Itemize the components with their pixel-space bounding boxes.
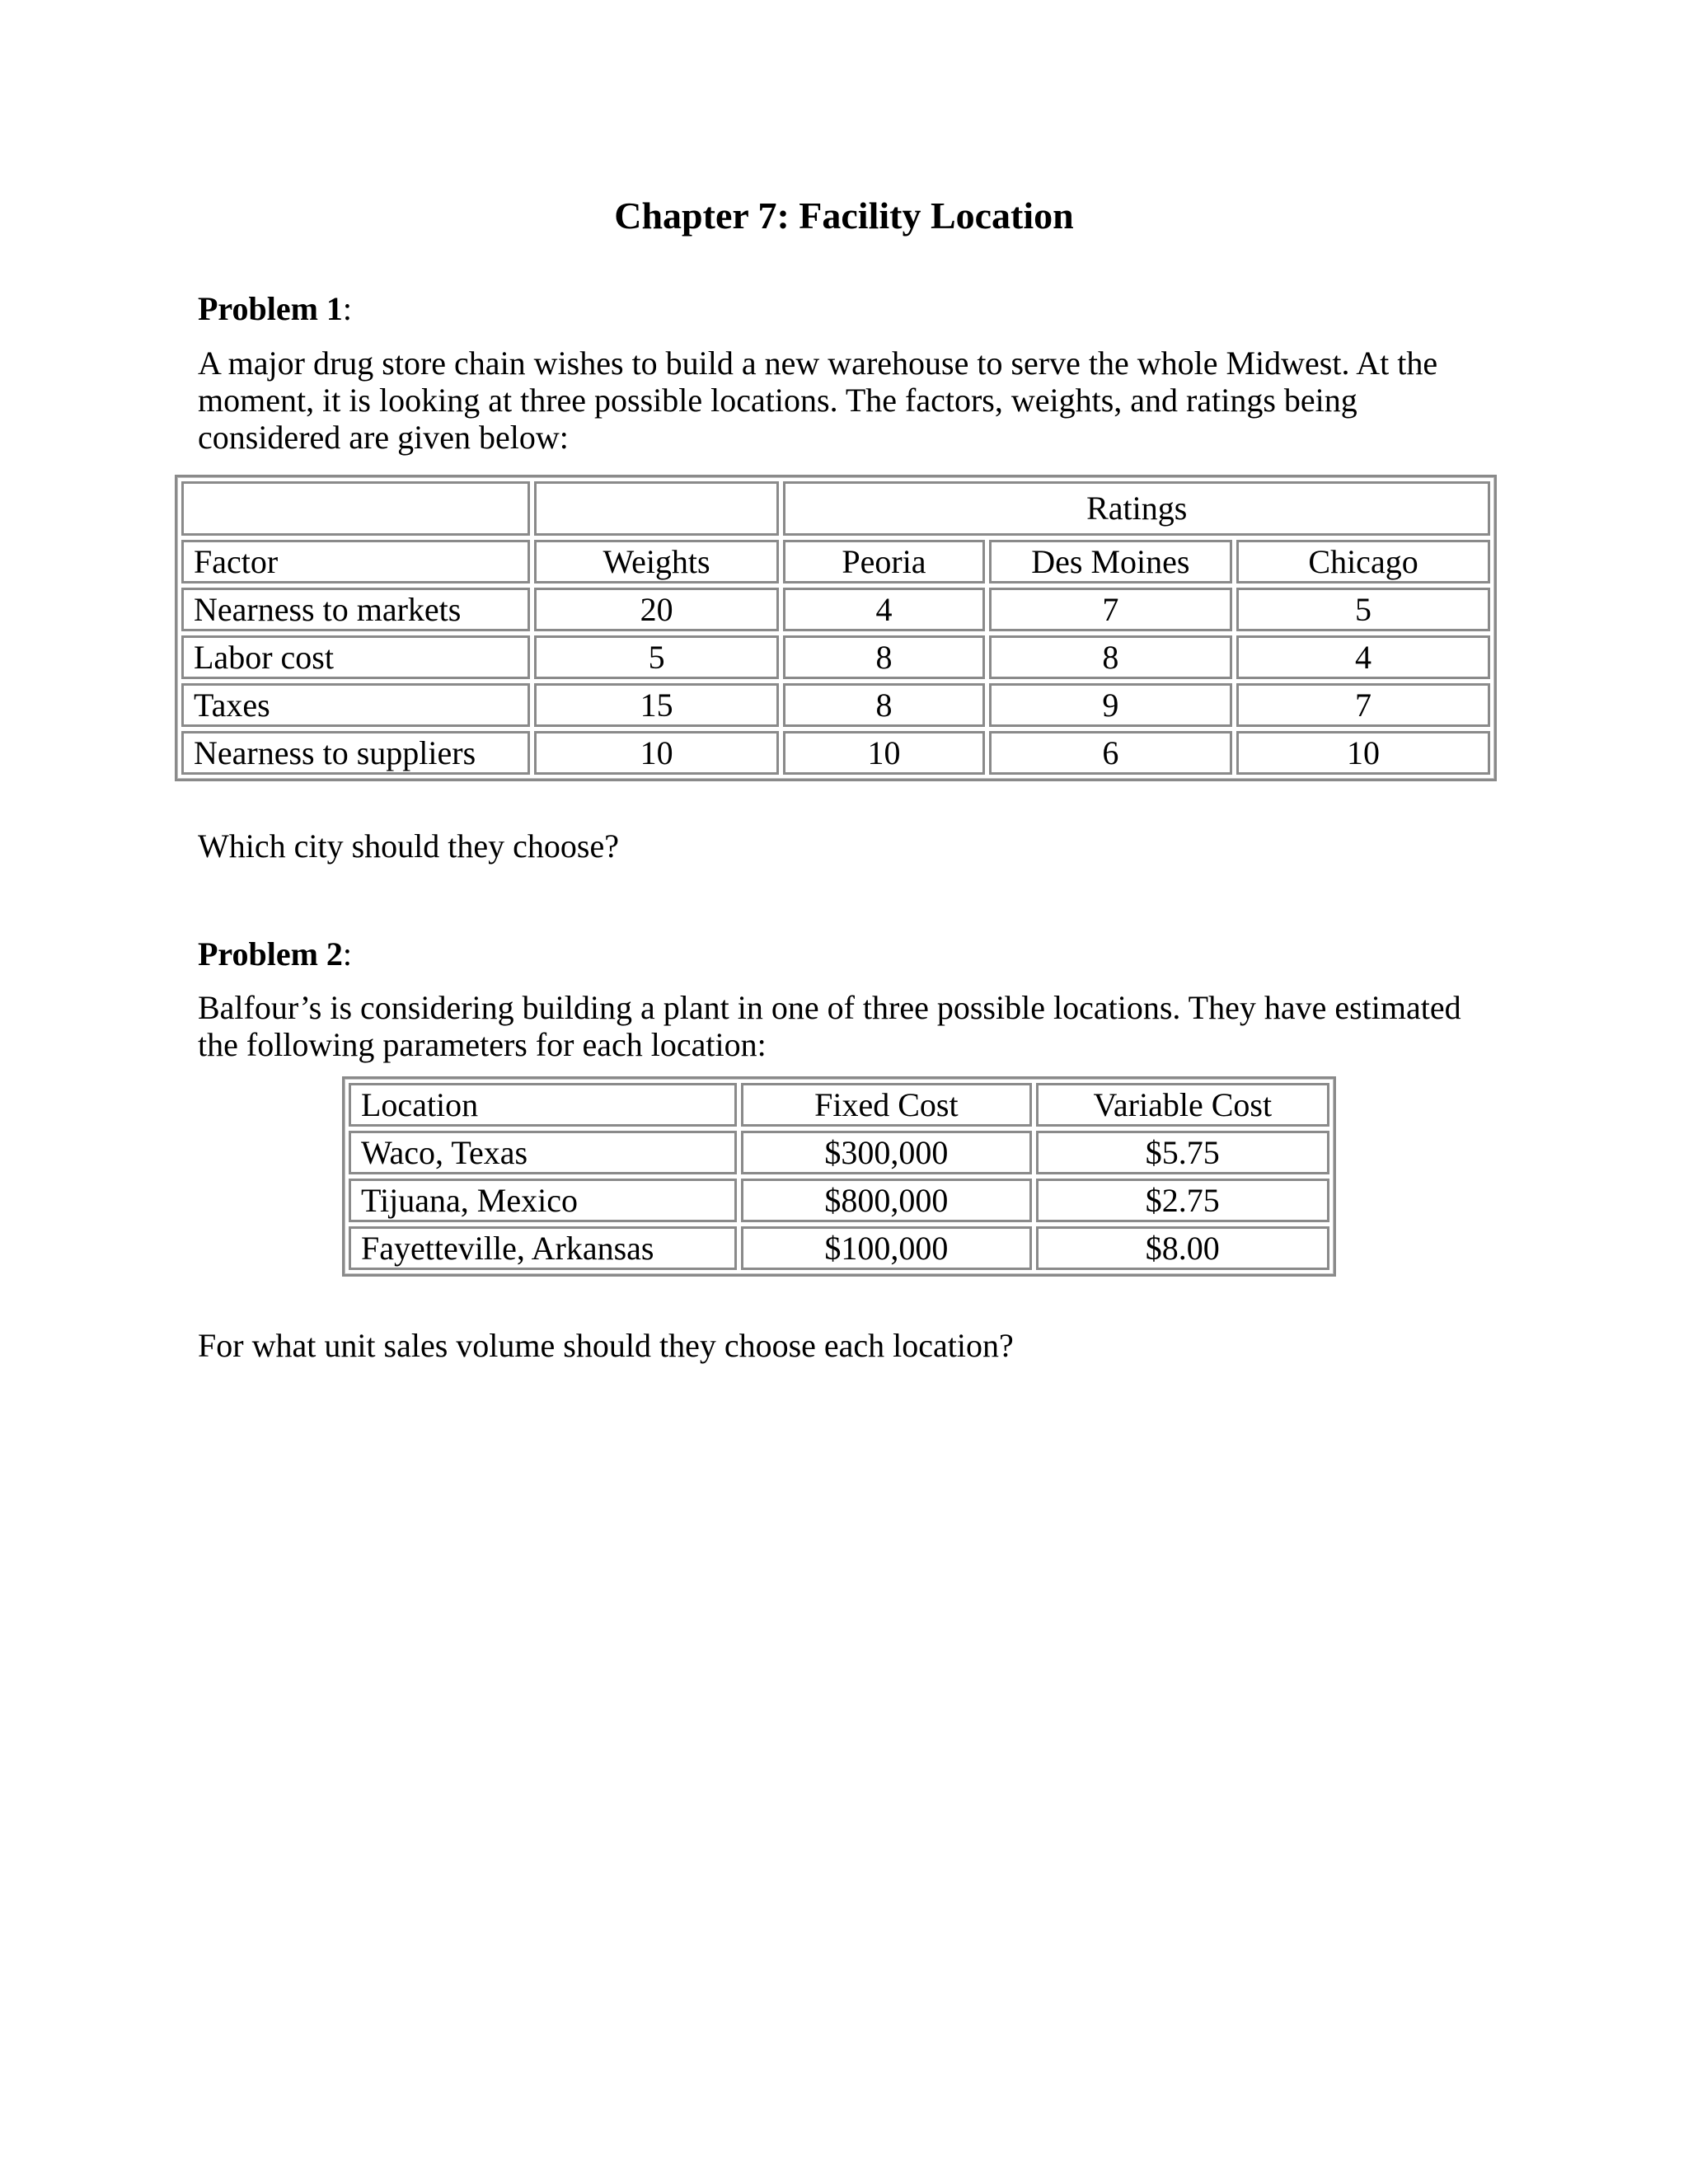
table-cell: 4 [1236, 635, 1490, 679]
table-cell: Labor cost [181, 635, 530, 679]
table-header-row [349, 1083, 1329, 1127]
column-header: Weights [534, 540, 780, 583]
table-row [181, 588, 1490, 631]
table-cell: 15 [534, 683, 780, 727]
column-header: Des Moines [989, 540, 1233, 583]
problem2-text: Balfour’s is considering building a plant in one of three possible locations. They have estimated the following parameters for each location: [198, 989, 1461, 1063]
table-row [349, 1179, 1329, 1222]
table-cell: $300,000 [741, 1131, 1031, 1174]
problem1-heading-colon: : [342, 290, 353, 327]
table-cell: 8 [783, 683, 984, 727]
table-header-row [181, 540, 1490, 583]
problem2-heading-label: Problem 2 [198, 935, 343, 972]
table-cell: 8 [989, 635, 1233, 679]
table-cell: $800,000 [741, 1179, 1031, 1222]
table-cell: 10 [783, 731, 984, 775]
table-cell: 10 [1236, 731, 1490, 775]
table-cell: 5 [1236, 588, 1490, 631]
table-row [349, 1131, 1329, 1174]
page-title: Chapter 7: Facility Location [614, 194, 1074, 237]
empty-header-cell [181, 481, 530, 536]
table-cell: 20 [534, 588, 780, 631]
table-cell: $2.75 [1036, 1179, 1329, 1222]
table-cell: Waco, Texas [349, 1131, 737, 1174]
column-header: Variable Cost [1036, 1083, 1329, 1127]
table-cell: 4 [783, 588, 984, 631]
table-row [349, 1226, 1329, 1270]
column-header: Peoria [783, 540, 984, 583]
problem2-heading [198, 935, 1500, 972]
column-header: Location [349, 1083, 737, 1127]
table-cell: 8 [783, 635, 984, 679]
factor-rating-table [175, 475, 1497, 781]
problem1-heading-label: Problem 1 [198, 290, 343, 327]
problem1-question: Which city should they choose? [198, 827, 619, 865]
table-cell: 9 [989, 683, 1233, 727]
table-row [181, 731, 1490, 775]
ratings-group-header: Ratings [783, 481, 1490, 536]
location-cost-table [342, 1076, 1336, 1277]
table-cell: Tijuana, Mexico [349, 1179, 737, 1222]
table-cell: 6 [989, 731, 1233, 775]
table-cell: Fayetteville, Arkansas [349, 1226, 737, 1270]
column-header: Fixed Cost [741, 1083, 1031, 1127]
table-cell: 7 [989, 588, 1233, 631]
table-cell: Nearness to suppliers [181, 731, 530, 775]
table-row [181, 683, 1490, 727]
table-cell: 10 [534, 731, 780, 775]
table-cell: Nearness to markets [181, 588, 530, 631]
problem1-text: A major drug store chain wishes to build a new warehouse to serve the whole Midwest. At the moment, it is looking at three possible locations. The factors, weights, and ratings being considered are given below: [198, 344, 1438, 456]
table-cell: 5 [534, 635, 780, 679]
table-cell: $100,000 [741, 1226, 1031, 1270]
column-header: Chicago [1236, 540, 1490, 583]
table-cell: $8.00 [1036, 1226, 1329, 1270]
problem2-heading-colon: : [342, 935, 353, 972]
table-group-header-row [181, 481, 1490, 536]
column-header: Factor [181, 540, 530, 583]
problem2-question: For what unit sales volume should they choose each location? [198, 1327, 1014, 1364]
empty-header-cell [534, 481, 780, 536]
table-cell: $5.75 [1036, 1131, 1329, 1174]
table-cell: Taxes [181, 683, 530, 727]
table-cell: 7 [1236, 683, 1490, 727]
table-row [181, 635, 1490, 679]
problem1-heading [198, 290, 1500, 327]
